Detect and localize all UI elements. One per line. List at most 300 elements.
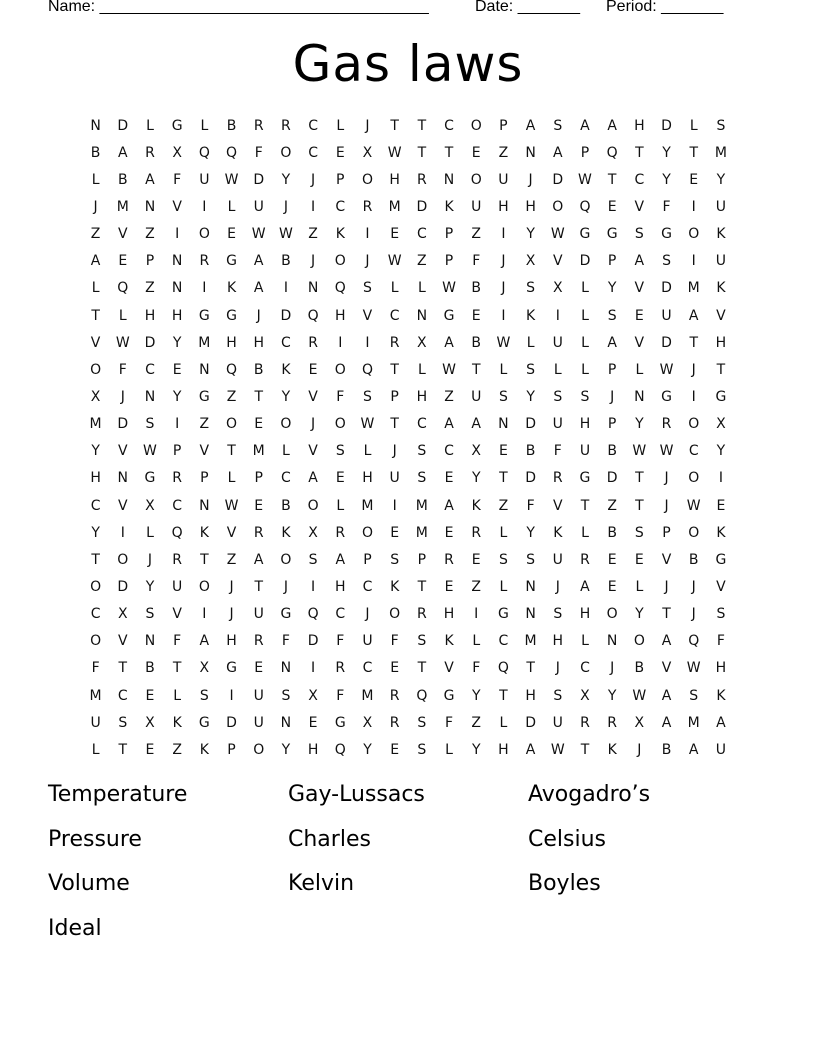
grid-letter[interactable]: O <box>688 524 700 541</box>
grid-letter[interactable]: J <box>311 253 316 270</box>
grid-letter[interactable]: V <box>552 253 563 270</box>
grid-letter[interactable]: A <box>716 714 726 731</box>
grid-letter[interactable]: K <box>607 741 617 758</box>
grid-letter[interactable]: Z <box>308 226 318 243</box>
grid-letter[interactable]: A <box>117 144 128 161</box>
grid-letter[interactable]: A <box>552 144 563 161</box>
grid-letter[interactable]: W <box>550 226 565 243</box>
grid-letter[interactable]: X <box>552 280 563 297</box>
grid-letter[interactable]: X <box>199 660 210 677</box>
grid-letter[interactable]: Z <box>498 144 509 161</box>
grid-letter[interactable]: J <box>229 606 234 623</box>
grid-letter[interactable]: H <box>715 660 727 677</box>
grid-letter[interactable]: O <box>361 171 373 188</box>
grid-letter[interactable]: J <box>365 117 370 134</box>
grid-letter[interactable]: G <box>497 606 509 623</box>
grid-letter[interactable]: K <box>390 578 400 595</box>
grid-letter[interactable]: M <box>388 198 401 215</box>
grid-letter[interactable]: S <box>689 687 699 704</box>
grid-letter[interactable]: I <box>691 388 696 405</box>
grid-letter[interactable]: H <box>579 416 591 433</box>
grid-letter[interactable]: S <box>553 388 563 405</box>
grid-letter[interactable]: H <box>307 741 319 758</box>
grid-letter[interactable]: Y <box>607 687 617 704</box>
grid-letter[interactable]: N <box>171 253 183 270</box>
grid-letter[interactable]: O <box>307 497 319 514</box>
grid-letter[interactable]: H <box>171 307 183 324</box>
grid-letter[interactable]: C <box>444 443 454 460</box>
grid-letter[interactable]: W <box>278 226 293 243</box>
grid-letter[interactable]: S <box>390 551 400 568</box>
grid-letter[interactable]: Y <box>363 741 372 758</box>
grid-letter[interactable]: G <box>661 226 672 243</box>
grid-letter[interactable]: E <box>607 198 617 215</box>
grid-letter[interactable]: V <box>308 388 318 405</box>
grid-letter[interactable]: E <box>145 741 155 758</box>
grid-letter[interactable]: S <box>634 226 644 243</box>
grid-letter[interactable]: G <box>606 226 618 243</box>
grid-letter[interactable]: E <box>716 497 726 514</box>
grid-letter[interactable]: J <box>120 388 125 405</box>
grid-letter[interactable]: J <box>610 388 615 405</box>
grid-letter[interactable]: O <box>334 416 346 433</box>
grid-letter[interactable]: I <box>718 470 723 487</box>
grid-letter[interactable]: J <box>691 578 696 595</box>
grid-letter[interactable]: H <box>144 307 156 324</box>
grid-letter[interactable]: K <box>526 307 536 324</box>
grid-letter[interactable]: F <box>472 660 481 677</box>
grid-letter[interactable]: Z <box>471 714 482 731</box>
grid-letter[interactable]: U <box>715 253 727 270</box>
grid-letter[interactable]: Y <box>91 524 100 541</box>
grid-letter[interactable]: F <box>91 660 100 677</box>
grid-letter[interactable]: O <box>334 253 346 270</box>
grid-letter[interactable]: X <box>471 443 482 460</box>
grid-letter[interactable]: Y <box>716 443 726 460</box>
grid-letter[interactable]: S <box>526 280 536 297</box>
grid-letter[interactable]: A <box>444 416 454 433</box>
grid-letter[interactable]: B <box>226 117 237 134</box>
grid-letter[interactable]: Z <box>199 416 210 433</box>
grid-letter[interactable]: V <box>716 578 726 595</box>
grid-letter[interactable]: D <box>525 416 536 433</box>
grid-letter[interactable]: L <box>200 117 209 134</box>
grid-letter[interactable]: O <box>253 741 265 758</box>
grid-letter[interactable]: B <box>90 144 101 161</box>
grid-letter[interactable]: V <box>634 334 645 351</box>
grid-letter[interactable]: R <box>580 551 590 568</box>
grid-letter[interactable]: D <box>661 280 672 297</box>
grid-letter[interactable]: S <box>118 714 128 731</box>
grid-letter[interactable]: E <box>444 470 454 487</box>
grid-letter[interactable]: T <box>91 551 100 568</box>
grid-letter[interactable]: J <box>691 606 696 623</box>
grid-letter[interactable]: Y <box>172 334 182 351</box>
grid-letter[interactable]: T <box>635 144 644 161</box>
grid-letter[interactable]: E <box>498 443 508 460</box>
grid-letter[interactable]: Y <box>471 741 481 758</box>
grid-letter[interactable]: L <box>227 470 236 487</box>
grid-letter[interactable]: B <box>471 280 482 297</box>
grid-letter[interactable]: X <box>145 497 155 514</box>
grid-letter[interactable]: U <box>579 443 591 460</box>
grid-letter[interactable]: Y <box>145 578 155 595</box>
grid-letter[interactable]: T <box>254 388 263 405</box>
grid-letter[interactable]: E <box>254 416 264 433</box>
grid-letter[interactable]: V <box>172 198 182 215</box>
grid-letter[interactable]: J <box>501 280 506 297</box>
grid-letter[interactable]: C <box>416 226 427 243</box>
grid-letter[interactable]: L <box>581 280 589 297</box>
grid-letter[interactable]: U <box>552 551 563 568</box>
grid-letter[interactable]: I <box>311 660 316 677</box>
grid-letter[interactable]: A <box>308 470 318 487</box>
grid-letter[interactable]: P <box>172 443 182 460</box>
grid-letter[interactable]: C <box>416 416 427 433</box>
grid-letter[interactable]: Q <box>171 524 183 541</box>
grid-letter[interactable]: O <box>280 551 292 568</box>
grid-letter[interactable]: N <box>307 280 319 297</box>
grid-letter[interactable]: C <box>498 633 509 650</box>
grid-letter[interactable]: E <box>471 144 481 161</box>
grid-letter[interactable]: J <box>664 470 669 487</box>
grid-letter[interactable]: Z <box>145 280 155 297</box>
grid-letter[interactable]: L <box>91 280 100 297</box>
grid-letter[interactable]: M <box>361 687 374 704</box>
grid-letter[interactable]: C <box>281 470 291 487</box>
grid-letter[interactable]: M <box>361 497 374 514</box>
grid-letter[interactable]: P <box>145 253 155 270</box>
grid-letter[interactable]: C <box>335 198 346 215</box>
grid-letter[interactable]: O <box>117 551 129 568</box>
grid-letter[interactable]: T <box>91 307 100 324</box>
grid-letter[interactable]: E <box>145 687 155 704</box>
grid-letter[interactable]: C <box>362 578 373 595</box>
grid-letter[interactable]: A <box>90 253 101 270</box>
grid-letter[interactable]: O <box>470 117 482 134</box>
grid-letter[interactable]: L <box>581 307 589 324</box>
grid-letter[interactable]: M <box>198 334 211 351</box>
grid-letter[interactable]: C <box>634 171 645 188</box>
grid-letter[interactable]: U <box>471 388 482 405</box>
grid-letter[interactable]: H <box>552 633 564 650</box>
grid-letter[interactable]: P <box>580 144 590 161</box>
grid-letter[interactable]: I <box>474 606 479 623</box>
grid-letter[interactable]: S <box>553 117 563 134</box>
grid-letter[interactable]: N <box>525 144 536 161</box>
grid-letter[interactable]: H <box>226 334 237 351</box>
grid-letter[interactable]: D <box>525 714 536 731</box>
grid-letter[interactable]: E <box>254 660 264 677</box>
grid-letter[interactable]: I <box>555 307 560 324</box>
grid-letter[interactable]: E <box>390 741 400 758</box>
grid-letter[interactable]: G <box>171 117 183 134</box>
grid-letter[interactable]: P <box>607 361 617 378</box>
grid-letter[interactable]: R <box>552 470 563 487</box>
grid-letter[interactable]: P <box>444 226 454 243</box>
grid-letter[interactable]: K <box>335 226 345 243</box>
grid-letter[interactable]: S <box>498 388 508 405</box>
grid-letter[interactable]: T <box>499 470 508 487</box>
grid-letter[interactable]: E <box>308 714 318 731</box>
grid-letter[interactable]: Y <box>662 144 671 161</box>
grid-letter[interactable]: X <box>172 144 182 161</box>
grid-letter[interactable]: Q <box>688 633 700 650</box>
grid-letter[interactable]: G <box>715 388 727 405</box>
grid-letter[interactable]: Y <box>662 171 671 188</box>
grid-letter[interactable]: S <box>199 687 209 704</box>
grid-letter[interactable]: V <box>362 307 373 324</box>
grid-letter[interactable]: P <box>336 171 345 188</box>
grid-letter[interactable]: T <box>118 741 128 758</box>
grid-letter[interactable]: O <box>688 416 700 433</box>
grid-letter[interactable]: J <box>664 497 669 514</box>
grid-letter[interactable]: T <box>227 443 236 460</box>
grid-letter[interactable]: U <box>498 171 509 188</box>
grid-letter[interactable]: Q <box>117 280 129 297</box>
grid-letter[interactable]: Y <box>607 280 617 297</box>
grid-letter[interactable]: K <box>226 280 237 297</box>
grid-letter[interactable]: L <box>499 361 508 378</box>
grid-letter[interactable]: K <box>471 497 481 514</box>
grid-letter[interactable]: O <box>280 144 292 161</box>
grid-letter[interactable]: T <box>662 606 671 623</box>
grid-letter[interactable]: L <box>499 578 508 595</box>
grid-letter[interactable]: A <box>199 633 210 650</box>
grid-letter[interactable]: M <box>116 198 129 215</box>
grid-letter[interactable]: V <box>661 660 672 677</box>
grid-letter[interactable]: Y <box>716 171 726 188</box>
grid-letter[interactable]: N <box>171 280 183 297</box>
grid-letter[interactable]: W <box>224 497 239 514</box>
grid-letter[interactable]: Z <box>607 497 617 514</box>
grid-letter[interactable]: P <box>417 551 427 568</box>
grid-letter[interactable]: S <box>145 416 155 433</box>
grid-letter[interactable]: S <box>417 470 427 487</box>
grid-letter[interactable]: M <box>415 497 428 514</box>
grid-letter[interactable]: H <box>579 606 591 623</box>
grid-letter[interactable]: T <box>526 660 535 677</box>
grid-letter[interactable]: Y <box>471 470 481 487</box>
grid-letter[interactable]: E <box>335 144 345 161</box>
grid-letter[interactable]: X <box>716 416 726 433</box>
grid-letter[interactable]: B <box>471 334 482 351</box>
grid-letter[interactable]: E <box>607 578 617 595</box>
grid-letter[interactable]: C <box>389 307 400 324</box>
grid-letter[interactable]: H <box>253 334 264 351</box>
grid-letter[interactable]: V <box>634 280 645 297</box>
grid-letter[interactable]: R <box>253 117 264 134</box>
grid-letter[interactable]: H <box>498 741 509 758</box>
grid-letter[interactable]: A <box>688 307 699 324</box>
grid-letter[interactable]: L <box>635 578 644 595</box>
grid-letter[interactable]: G <box>334 714 346 731</box>
grid-letter[interactable]: O <box>552 198 564 215</box>
grid-letter[interactable]: J <box>365 606 370 623</box>
grid-letter[interactable]: T <box>580 741 590 758</box>
grid-letter[interactable]: G <box>579 226 591 243</box>
grid-letter[interactable]: K <box>444 198 454 215</box>
grid-letter[interactable]: U <box>253 198 264 215</box>
grid-letter[interactable]: B <box>607 443 617 460</box>
grid-letter[interactable]: I <box>202 198 207 215</box>
grid-letter[interactable]: N <box>199 497 210 514</box>
grid-letter[interactable]: G <box>226 307 237 324</box>
grid-letter[interactable]: V <box>199 443 210 460</box>
grid-letter[interactable]: V <box>634 198 645 215</box>
grid-letter[interactable]: B <box>607 524 617 541</box>
grid-letter[interactable]: W <box>387 144 402 161</box>
grid-letter[interactable]: N <box>144 198 156 215</box>
grid-letter[interactable]: F <box>445 714 454 731</box>
grid-letter[interactable]: J <box>555 660 560 677</box>
grid-letter[interactable]: C <box>90 497 101 514</box>
grid-letter[interactable]: V <box>308 443 318 460</box>
grid-letter[interactable]: I <box>175 416 180 433</box>
grid-letter[interactable]: G <box>226 253 237 270</box>
grid-letter[interactable]: F <box>118 361 127 378</box>
grid-letter[interactable]: J <box>691 361 696 378</box>
grid-letter[interactable]: C <box>444 117 454 134</box>
grid-letter[interactable]: K <box>281 524 291 541</box>
grid-letter[interactable]: E <box>118 253 128 270</box>
grid-letter[interactable]: K <box>199 741 209 758</box>
grid-letter[interactable]: B <box>634 660 645 677</box>
grid-letter[interactable]: S <box>607 307 617 324</box>
grid-letter[interactable]: K <box>444 633 454 650</box>
grid-letter[interactable]: V <box>444 660 454 677</box>
grid-letter[interactable]: L <box>91 171 100 188</box>
grid-letter[interactable]: F <box>716 633 725 650</box>
grid-letter[interactable]: Q <box>226 144 238 161</box>
grid-letter[interactable]: G <box>198 388 210 405</box>
grid-letter[interactable]: I <box>311 578 316 595</box>
grid-letter[interactable]: Z <box>471 226 482 243</box>
grid-letter[interactable]: S <box>417 714 427 731</box>
grid-letter[interactable]: J <box>501 253 506 270</box>
grid-letter[interactable]: J <box>365 253 370 270</box>
grid-letter[interactable]: C <box>308 144 318 161</box>
grid-letter[interactable]: C <box>172 497 183 514</box>
grid-letter[interactable]: P <box>363 551 372 568</box>
grid-letter[interactable]: U <box>253 687 264 704</box>
grid-letter[interactable]: O <box>90 361 102 378</box>
grid-letter[interactable]: Z <box>444 388 454 405</box>
grid-letter[interactable]: K <box>716 226 726 243</box>
grid-letter[interactable]: E <box>471 551 481 568</box>
grid-letter[interactable]: W <box>387 253 402 270</box>
grid-letter[interactable]: O <box>688 470 700 487</box>
grid-letter[interactable]: W <box>115 334 130 351</box>
grid-letter[interactable]: S <box>526 361 536 378</box>
grid-letter[interactable]: Q <box>307 606 319 623</box>
grid-letter[interactable]: E <box>172 361 182 378</box>
grid-letter[interactable]: A <box>661 633 672 650</box>
grid-letter[interactable]: Z <box>226 388 237 405</box>
grid-letter[interactable]: B <box>117 171 128 188</box>
grid-letter[interactable]: R <box>145 144 155 161</box>
grid-letter[interactable]: K <box>716 280 726 297</box>
grid-letter[interactable]: J <box>610 660 615 677</box>
grid-letter[interactable]: I <box>392 497 397 514</box>
grid-letter[interactable]: D <box>552 171 564 188</box>
grid-letter[interactable]: L <box>553 361 562 378</box>
grid-letter[interactable]: S <box>498 551 508 568</box>
grid-letter[interactable]: A <box>253 551 264 568</box>
grid-letter[interactable]: I <box>365 334 370 351</box>
grid-letter[interactable]: V <box>226 524 237 541</box>
grid-letter[interactable]: O <box>606 606 618 623</box>
grid-letter[interactable]: D <box>661 334 672 351</box>
grid-letter[interactable]: O <box>90 633 102 650</box>
grid-letter[interactable]: D <box>117 416 129 433</box>
grid-letter[interactable]: W <box>632 443 647 460</box>
grid-letter[interactable]: N <box>117 470 129 487</box>
grid-letter[interactable]: T <box>417 660 427 677</box>
grid-letter[interactable]: K <box>172 714 182 731</box>
grid-letter[interactable]: T <box>417 144 427 161</box>
grid-letter[interactable]: U <box>362 633 373 650</box>
grid-letter[interactable]: U <box>661 307 672 324</box>
grid-letter[interactable]: A <box>661 714 672 731</box>
grid-letter[interactable]: R <box>172 551 183 568</box>
grid-letter[interactable]: S <box>363 280 372 297</box>
grid-letter[interactable]: L <box>282 443 290 460</box>
grid-letter[interactable]: Q <box>361 361 373 378</box>
grid-letter[interactable]: G <box>144 470 156 487</box>
grid-letter[interactable]: L <box>146 524 154 541</box>
grid-letter[interactable]: F <box>336 388 345 405</box>
grid-letter[interactable]: R <box>444 551 454 568</box>
grid-letter[interactable]: T <box>390 117 399 134</box>
grid-letter[interactable]: Y <box>635 606 644 623</box>
grid-letter[interactable]: P <box>499 117 508 134</box>
grid-letter[interactable]: L <box>689 117 698 134</box>
grid-letter[interactable]: T <box>172 660 182 677</box>
grid-letter[interactable]: A <box>688 741 699 758</box>
grid-letter[interactable]: G <box>198 307 210 324</box>
grid-letter[interactable]: M <box>252 443 265 460</box>
grid-letter[interactable]: S <box>417 443 427 460</box>
grid-letter[interactable]: N <box>416 307 428 324</box>
grid-letter[interactable]: G <box>226 660 237 677</box>
grid-letter[interactable]: L <box>635 361 644 378</box>
grid-letter[interactable]: W <box>143 443 157 460</box>
grid-letter[interactable]: O <box>198 578 210 595</box>
grid-letter[interactable]: O <box>470 171 482 188</box>
grid-letter[interactable]: I <box>175 226 180 243</box>
grid-letter[interactable]: P <box>607 416 617 433</box>
grid-letter[interactable]: Q <box>497 660 509 677</box>
grid-letter[interactable]: D <box>226 714 237 731</box>
grid-letter[interactable]: N <box>606 633 618 650</box>
grid-letter[interactable]: D <box>280 307 292 324</box>
grid-letter[interactable]: U <box>552 416 563 433</box>
grid-letter[interactable]: M <box>89 416 102 433</box>
grid-letter[interactable]: Q <box>334 741 346 758</box>
grid-letter[interactable]: R <box>308 334 318 351</box>
grid-letter[interactable]: X <box>417 334 427 351</box>
grid-letter[interactable]: B <box>253 361 264 378</box>
grid-letter[interactable]: G <box>280 606 292 623</box>
grid-letter[interactable]: U <box>172 578 183 595</box>
grid-letter[interactable]: D <box>307 633 319 650</box>
grid-letter[interactable]: I <box>311 198 316 215</box>
grid-letter[interactable]: K <box>553 524 563 541</box>
grid-letter[interactable]: V <box>90 334 101 351</box>
grid-letter[interactable]: R <box>362 198 373 215</box>
grid-letter[interactable]: O <box>198 226 210 243</box>
